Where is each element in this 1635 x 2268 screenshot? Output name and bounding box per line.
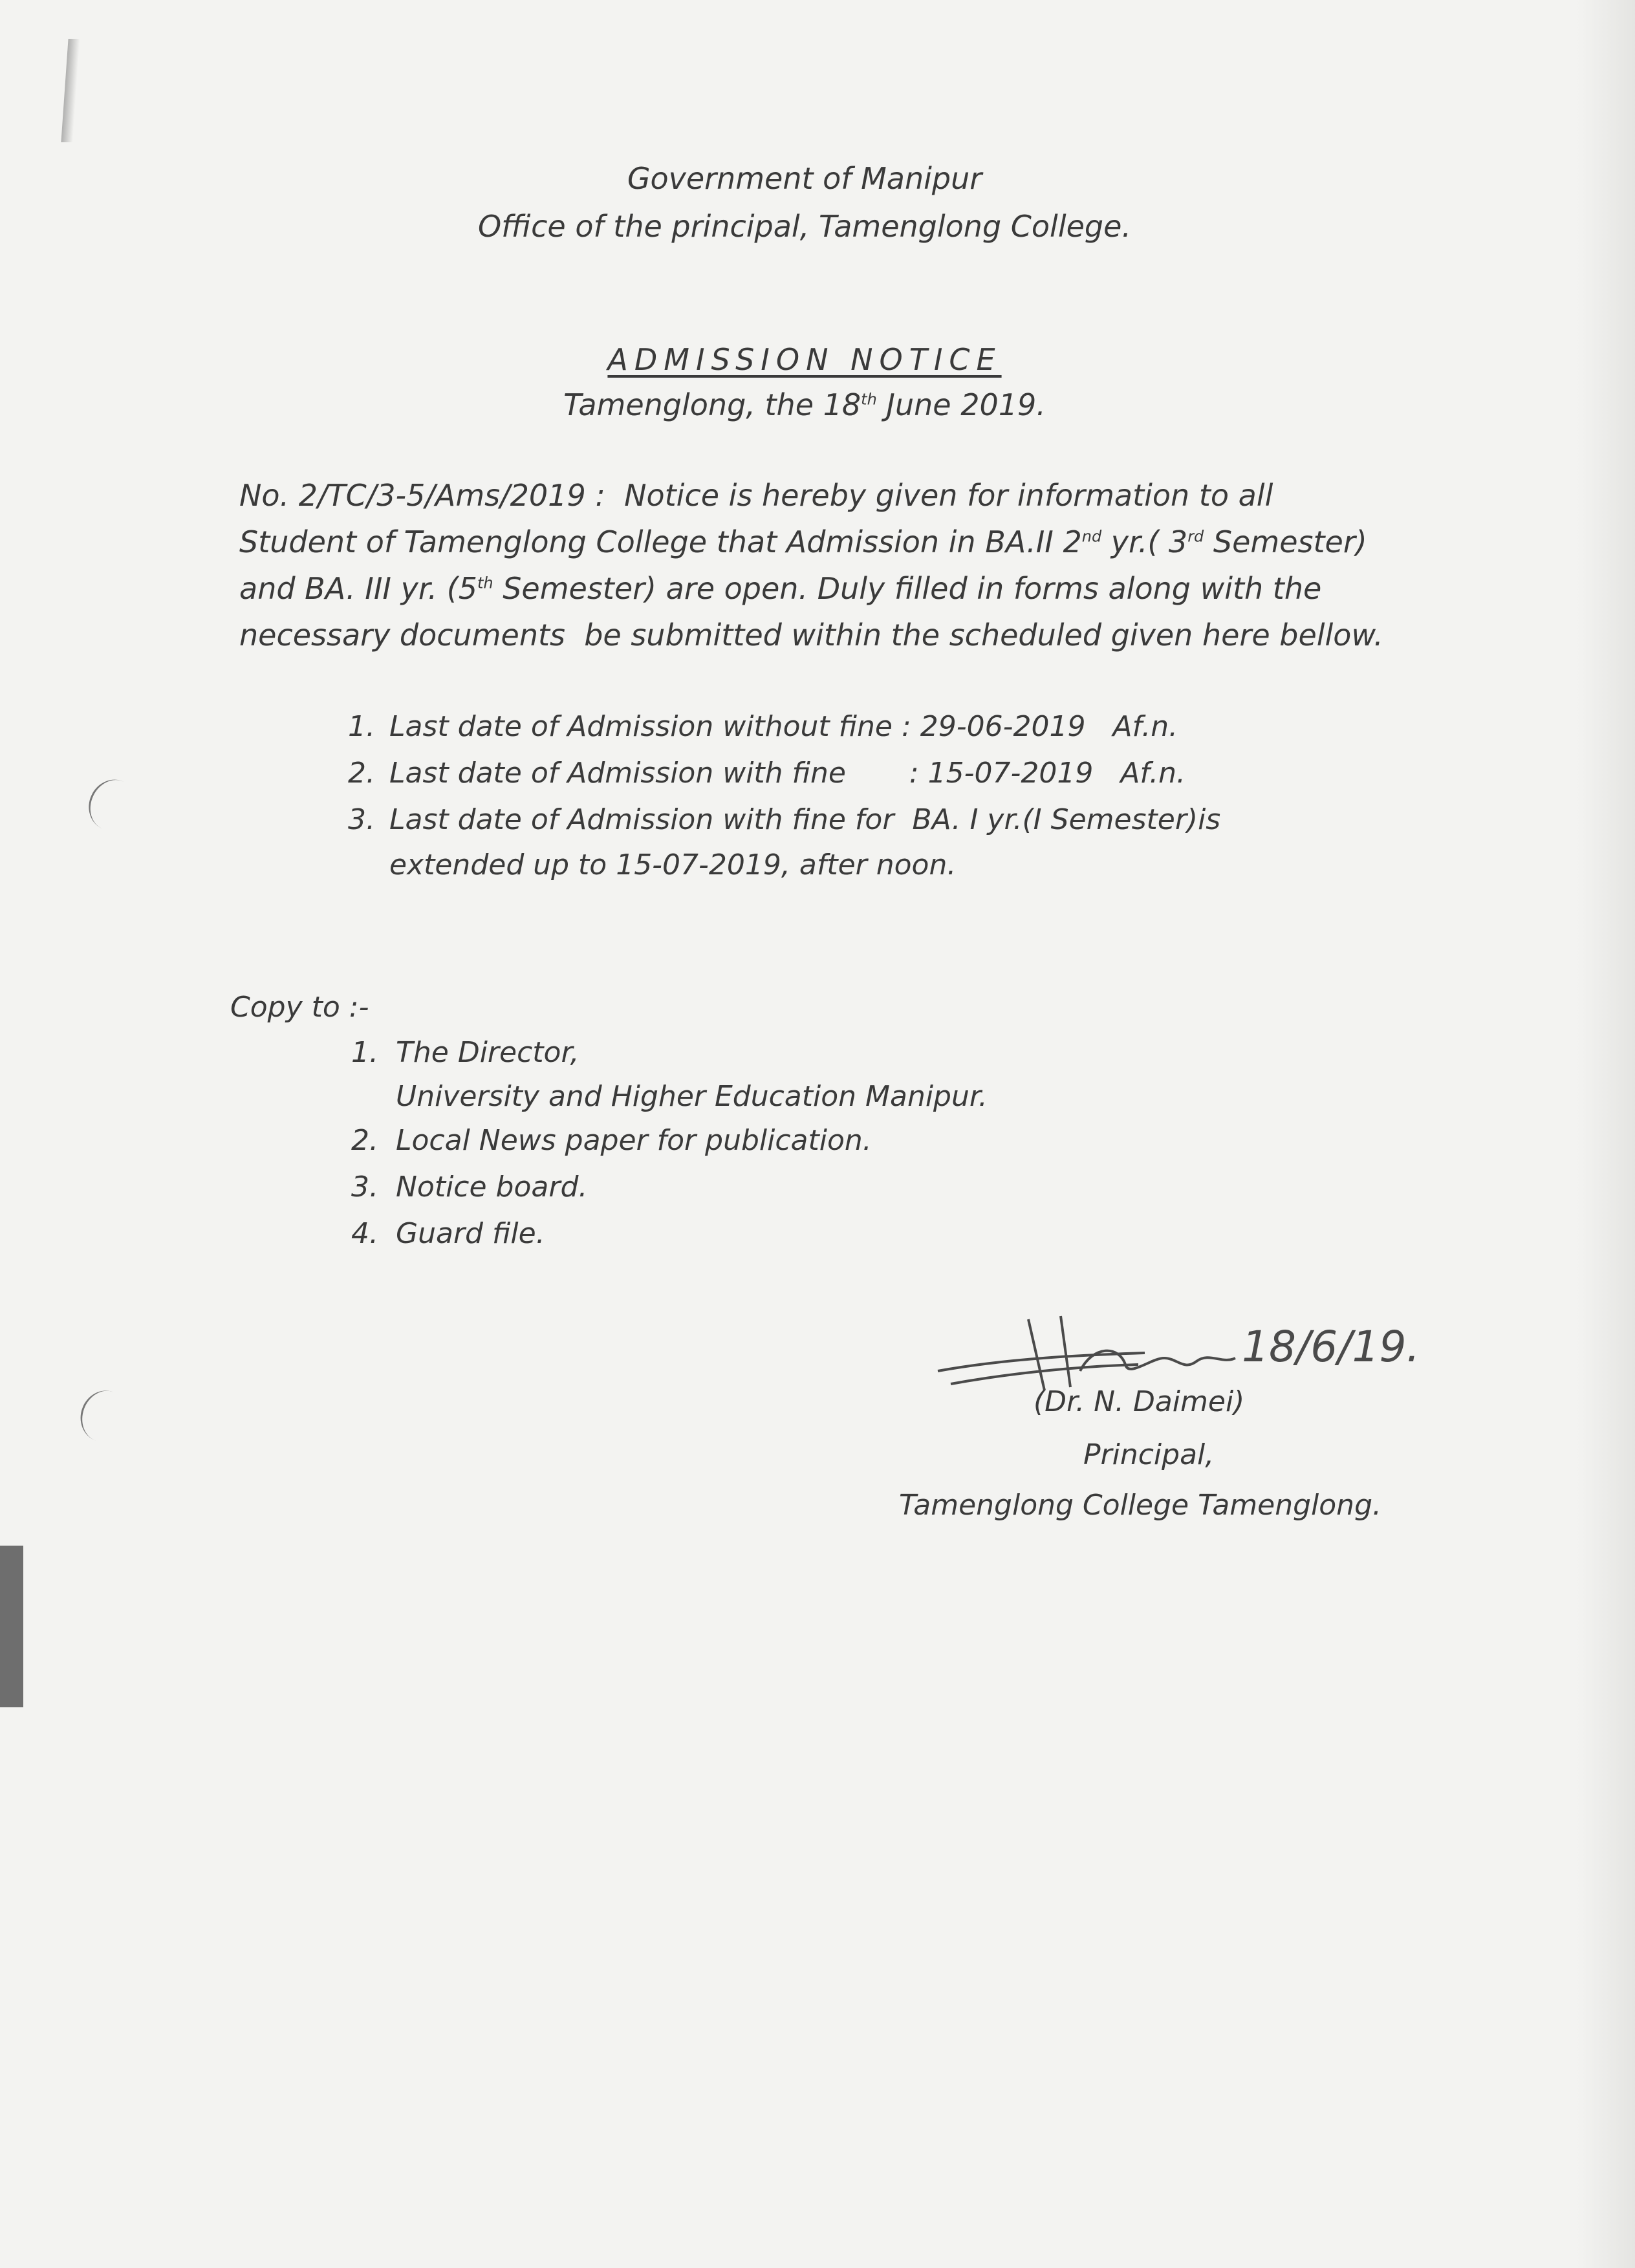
punch-hole-mark — [74, 1384, 136, 1449]
list-number: 2. — [351, 1124, 378, 1157]
signatory-designation: Principal, — [1083, 1438, 1215, 1471]
notice-title: ADMISSION NOTICE — [607, 342, 1002, 377]
notice-body-line: No. 2/TC/3-5/Ams/2019 : Notice is hereby given for information to all — [239, 478, 1273, 513]
date-item: Last date of Admission without fine : 29-06-2019 Af.n. — [389, 710, 1178, 743]
signatory-institution: Tamenglong College Tamenglong. — [899, 1489, 1381, 1522]
notice-date: Tamenglong, the 18th June 2019. — [563, 387, 1046, 422]
list-number: 1. — [351, 1036, 378, 1069]
copy-item: The Director, — [396, 1036, 579, 1069]
notice-body-line: necessary documents be submitted within the scheduled given here bellow. — [239, 618, 1383, 653]
scan-shadow-right — [1577, 0, 1635, 2268]
notice-body-line: Student of Tamenglong College that Admission in BA.II 2nd yr.( 3rd Semester) — [239, 524, 1367, 559]
date-item: Last date of Admission with fine : 15-07-2019 Af.n. — [389, 757, 1186, 790]
date-item-continued: extended up to 15-07-2019, after noon. — [389, 848, 957, 881]
copy-item: Notice board. — [396, 1171, 588, 1204]
list-number: 4. — [351, 1217, 378, 1250]
scan-shadow-left — [61, 39, 80, 142]
list-number: 3. — [351, 1171, 378, 1204]
list-number: 3. — [348, 803, 375, 836]
punch-hole-mark — [81, 772, 146, 838]
list-number: 1. — [348, 710, 375, 743]
government-heading: Government of Manipur — [627, 161, 982, 196]
scan-bar-left — [0, 1546, 23, 1707]
copy-to-heading: Copy to :- — [230, 991, 369, 1024]
copy-item-continued: University and Higher Education Manipur. — [396, 1080, 988, 1113]
notice-body-line: and BA. III yr. (5th Semester) are open. Duly filled in forms along with the — [239, 571, 1322, 606]
copy-item: Local News paper for publication. — [396, 1124, 872, 1157]
list-number: 2. — [348, 757, 375, 790]
signatory-name: (Dr. N. Daimei) — [1034, 1385, 1245, 1418]
office-heading: Office of the principal, Tamenglong College. — [477, 209, 1132, 244]
copy-item: Guard file. — [396, 1217, 545, 1250]
signature-date: 18/6/19. — [1242, 1322, 1420, 1372]
date-item: Last date of Admission with fine for BA. I yr.(I Semester)is — [389, 803, 1221, 836]
